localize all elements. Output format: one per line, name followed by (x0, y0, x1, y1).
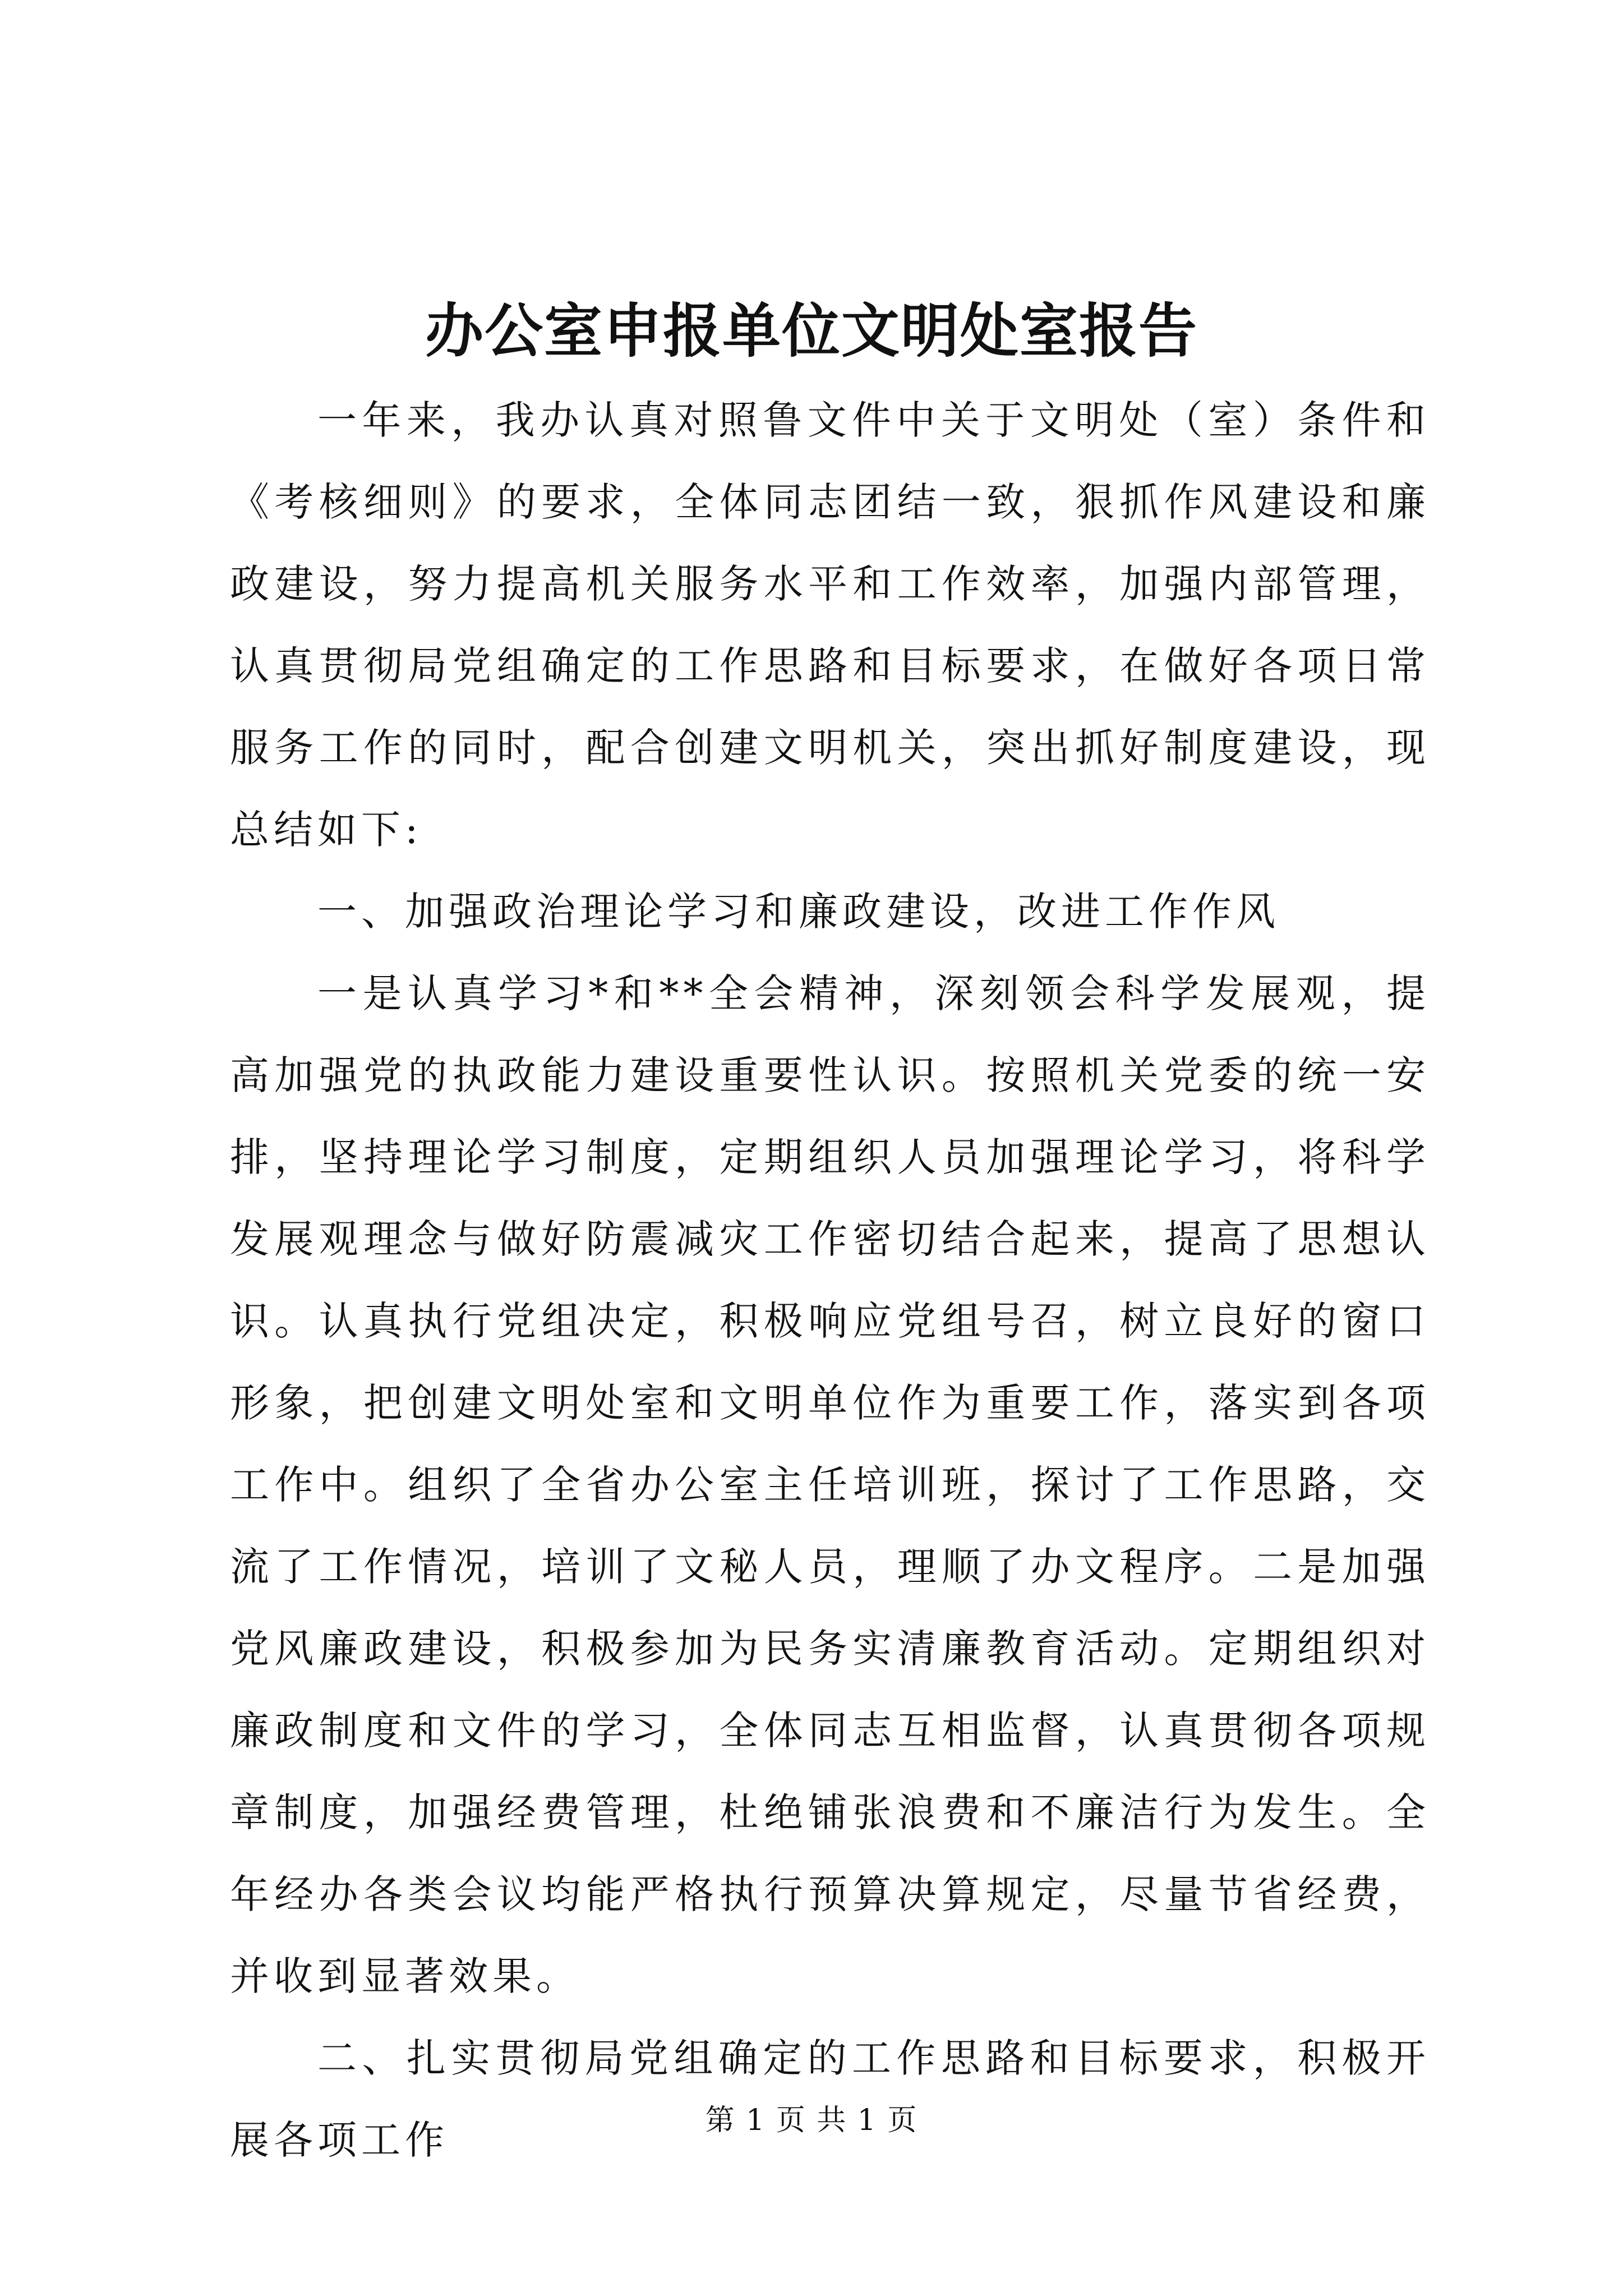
document-body (230, 379, 1430, 2181)
paragraph-section-1: 一是认真学习*和**全会精神，深刻领会科学发展观，提高加强党的执政能力建设重要性认识。按照机关党委的统一安排，坚持理论学习制度，定期组织人员加强理论学习，将科学发展观理念与做好防震减灾工作密切结合起来，提高了思想认识。认真执行党组决定，积极响应党组号召，树立良好的窗口形象，把创建文明处室和文明单位作为重要工作，落实到各项工作中。组织了全省办公室主任培训班，探讨了工作思路，交流了工作情况，培训了文秘人员，理顺了办文程序。二是加强党风廉政建设，积极参加为民务实清廉教育活动。定期组织对廉政制度和文件的学习，全体同志互相监督，认真贯彻各项规章制度，加强经费管理，杜绝铺张浪费和不廉洁行为发生。全年经办各类会议均能严格执行预算决算规定，尽量节省经费，并收到显著效果。 (230, 970, 1430, 1999)
paragraph-intro: 一年来，我办认真对照鲁文件中关于文明处（室）条件和《考核细则》的要求，全体同志团结一致，狠抓作风建设和廉政建设，努力提高机关服务水平和工作效率，加强内部管理，认真贯彻局党组确定的工作思路和目标要求，在做好各项日常服务工作的同时，配合创建文明机关，突出抓好制度建设，现总结如下: (230, 397, 1430, 853)
section-heading-2: 二、扎实贯彻局党组确定的工作思路和目标要求，积极开展各项工作 (230, 2035, 1430, 2163)
page-footer: 第 1 页 共 1 页 (705, 2104, 918, 2137)
section-heading-1: 一、加强政治理论学习和廉政建设，改进工作作风 (317, 889, 1280, 935)
document-title: 办公室申报单位文明处室报告 (425, 296, 1198, 365)
